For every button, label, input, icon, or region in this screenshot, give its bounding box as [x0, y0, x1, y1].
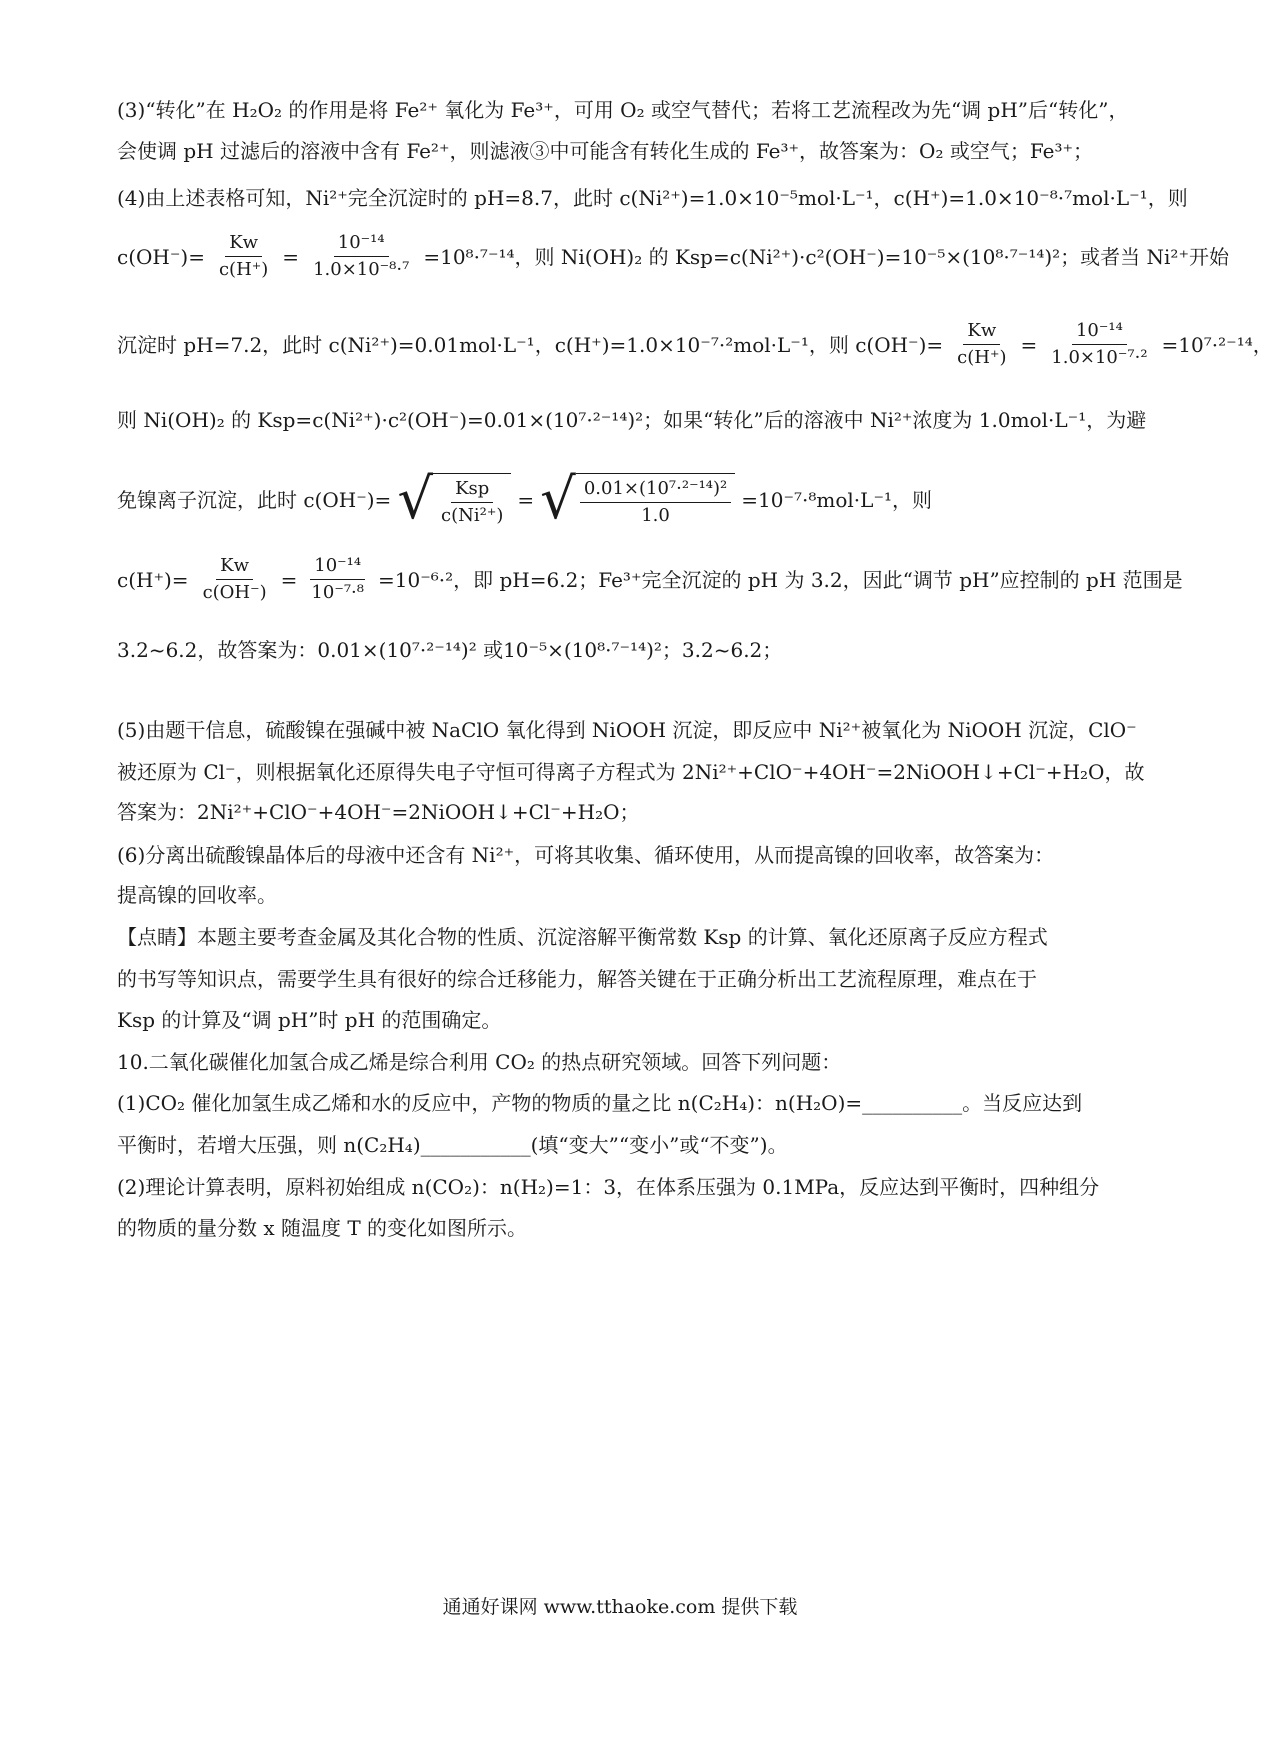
fraction — [437, 478, 507, 527]
fraction — [1047, 320, 1151, 369]
text-segment: = — [280, 567, 298, 592]
math-line — [117, 555, 1183, 604]
text-line: 会使调 pH 过滤后的溶液中含有 Fe²⁺，则滤液③中可能含有转化生成的 Fe³⁺，故答案为：O₂ 或空气；Fe³⁺； — [117, 139, 1094, 163]
text-line: (5)由题干信息，硫酸镍在强碱中被 NaClO 氧化得到 NiOOH 沉淀，即反应中 Ni²⁺被氧化为 NiOOH 沉淀，ClO⁻ — [117, 718, 1137, 742]
text-line: (3)“转化”在 H₂O₂ 的作用是将 Fe²⁺ 氧化为 Fe³⁺，可用 O₂ 或空气替代；若将工艺流程改为先“调 pH”后“转化”， — [117, 98, 1129, 122]
text-line: 【点睛】本题主要考查金属及其化合物的性质、沉淀溶解平衡常数 Ksp 的计算、氧化还原离子反应方程式 — [117, 925, 1048, 949]
math-line — [117, 320, 1273, 369]
fraction — [309, 232, 413, 281]
page-footer: 通通好课网 www.tthaoke.com 提供下载 — [442, 1596, 798, 1618]
denominator: c(H⁺) — [218, 259, 269, 280]
radical-sign: √ — [540, 467, 576, 532]
numerator: 0.01×(10⁷·²⁻¹⁴)² — [580, 478, 731, 503]
text-segment: =10⁻⁷·⁸mol·L⁻¹，则 — [741, 488, 933, 512]
numerator: 10⁻¹⁴ — [334, 232, 389, 257]
denominator: c(Ni²⁺) — [441, 505, 504, 526]
text-line: 3.2~6.2，故答案为：0.01×(10⁷·²⁻¹⁴)² 或10⁻⁵×(10⁸·⁷⁻¹⁴)²；3.2~6.2； — [117, 638, 783, 662]
text-line: 被还原为 Cl⁻，则根据氧化还原得失电子守恒可得离子方程式为 2Ni²⁺+ClO⁻+4OH⁻=2NiOOH↓+Cl⁻+H₂O，故 — [117, 760, 1145, 784]
text-line: 10.二氧化碳催化加氢合成乙烯是综合利用 CO₂ 的热点研究领域。回答下列问题： — [117, 1050, 842, 1074]
text-segment: =10⁻⁶·²，即 pH=6.2；Fe³⁺完全沉淀的 pH 为 3.2，因此“调节 pH”应控制的 pH 范围是 — [377, 567, 1183, 592]
math-line — [117, 467, 1127, 532]
text-line: (4)由上述表格可知，Ni²⁺完全沉淀时的 pH=8.7，此时 c(Ni²⁺)=1.0×10⁻⁵mol·L⁻¹，c(H⁺)=1.0×10⁻⁸·⁷mol·L⁻¹，则 — [117, 186, 1188, 210]
text-segment: = — [282, 244, 300, 269]
text-line: 的书写等知识点，需要学生具有很好的综合迁移能力，解答关键在于正确分析出工艺流程原理，难点在于 — [117, 967, 1037, 991]
text-segment: = — [1020, 332, 1038, 357]
numerator: Kw — [963, 320, 1000, 345]
denominator: c(H⁺) — [957, 347, 1007, 368]
fraction — [199, 555, 271, 604]
text-segment: c(OH⁻)= — [117, 244, 205, 269]
text-line: Ksp 的计算及“调 pH”时 pH 的范围确定。 — [117, 1008, 502, 1032]
fraction — [307, 555, 368, 604]
text-segment: c(H⁺)= — [117, 567, 189, 592]
fraction — [215, 232, 272, 281]
fraction — [580, 478, 731, 527]
text-line: 答案为：2Ni²⁺+ClO⁻+4OH⁻=2NiOOH↓+Cl⁻+H₂O； — [117, 800, 640, 824]
denominator: c(OH⁻) — [202, 582, 267, 603]
fraction — [953, 320, 1010, 369]
text-segment: = — [517, 488, 535, 512]
numerator: Ksp — [451, 478, 493, 503]
text-segment: =10⁷·²⁻¹⁴， — [1161, 332, 1273, 357]
numerator: 10⁻¹⁴ — [310, 555, 365, 580]
denominator: 1.0×10⁻⁷·² — [1051, 347, 1148, 368]
square-root — [397, 467, 511, 532]
denominator: 1.0 — [641, 505, 670, 526]
text-line: (1)CO₂ 催化加氢生成乙烯和水的反应中，产物的物质的量之比 n(C₂H₄)：n(H₂O)=__________。当反应达到 — [117, 1091, 1083, 1115]
radicand — [576, 473, 735, 527]
text-segment: 免镍离子沉淀，此时 c(OH⁻)= — [117, 488, 392, 512]
radicand — [433, 473, 511, 527]
text-line: (2)理论计算表明，原料初始组成 n(CO₂)：n(H₂)=1：3，在体系压强为 0.1MPa，反应达到平衡时，四种组分 — [117, 1175, 1100, 1199]
text-line: 平衡时，若增大压强，则 n(C₂H₄)___________(填“变大”“变小”或“不变”)。 — [117, 1133, 788, 1157]
denominator: 1.0×10⁻⁸·⁷ — [313, 259, 410, 280]
radical-sign: √ — [397, 467, 434, 532]
text-line: 的物质的量分数 x 随温度 T 的变化如图所示。 — [117, 1216, 528, 1240]
numerator: Kw — [225, 232, 262, 257]
text-line: 提高镍的回收率。 — [117, 883, 277, 907]
numerator: 10⁻¹⁴ — [1072, 320, 1127, 345]
text-segment: =10⁸·⁷⁻¹⁴，则 Ni(OH)₂ 的 Ksp=c(Ni²⁺)·c²(OH⁻)=10⁻⁵×(10⁸·⁷⁻¹⁴)²；或者当 Ni²⁺开始 — [423, 244, 1230, 269]
square-root — [540, 467, 735, 532]
text-line: (6)分离出硫酸镍晶体后的母液中还含有 Ni²⁺，可将其收集、循环使用，从而提高镍的回收率，故答案为： — [117, 843, 1055, 867]
text-segment: 沉淀时 pH=7.2，此时 c(Ni²⁺)=0.01mol·L⁻¹，c(H⁺)=1.0×10⁻⁷·²mol·L⁻¹，则 c(OH⁻)= — [117, 332, 944, 357]
text-line: 则 Ni(OH)₂ 的 Ksp=c(Ni²⁺)·c²(OH⁻)=0.01×(10⁷·²⁻¹⁴)²；如果“转化”后的溶液中 Ni²⁺浓度为 1.0mol·L⁻¹，为避 — [117, 408, 1147, 432]
denominator: 10⁻⁷·⁸ — [311, 582, 364, 603]
numerator: Kw — [216, 555, 253, 580]
math-line — [117, 232, 1230, 281]
